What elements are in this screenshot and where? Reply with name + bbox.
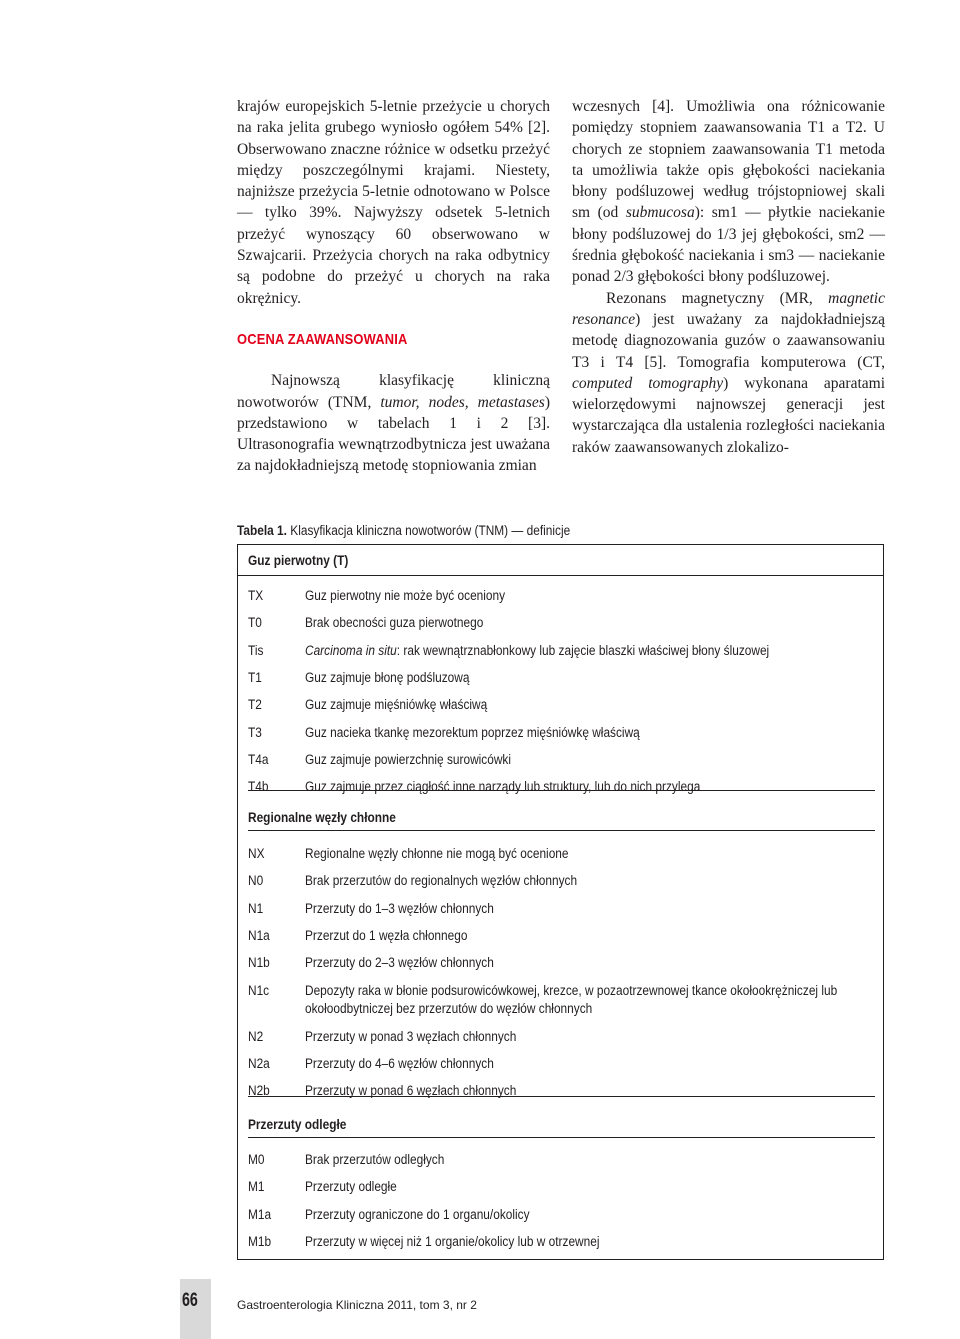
- section-divider: [248, 790, 875, 791]
- tnm-definition: Przerzuty do 4–6 węzłów chłonnych: [305, 1056, 494, 1072]
- table-section-title: Guz pierwotny (T): [248, 553, 349, 568]
- tnm-definition: Brak obecności guza pierwotnego: [305, 615, 484, 631]
- tnm-definition: Przerzuty w więcej niż 1 organie/okolicy lub w otrzewnej: [305, 1233, 600, 1249]
- tnm-code: T3: [248, 724, 262, 740]
- tnm-definition-emphasis: Carcinoma in situ: [305, 642, 397, 658]
- section-divider: [248, 1096, 875, 1097]
- paragraph: wczesnych [4]. Umożliwia ona różnicowanie pomiędzy stopniem zaawansowania T1 a T2. U chorych ze stopniem zaawansowania T1 metoda ta umożliwia także opis głębokości naciekania błony podśluzowej według trójstopniowej skali sm (od submucosa): sm1 — płytkie naciekanie błony podśluzowej do 1/3 jej głębokości, sm2 — średnia głębokość naciekania i sm3 — naciekanie ponad 2/3 głębokości błony podśluzowej.: [572, 98, 885, 286]
- tnm-code: N0: [248, 873, 264, 889]
- tnm-code: T4a: [248, 751, 269, 767]
- tnm-definition-text: : rak wewnątrznabłonkowy lub zajęcie blaszki właściwej błony śluzowej: [396, 642, 770, 658]
- tnm-code: T2: [248, 697, 262, 713]
- tnm-definition: Guz zajmuje błonę podśluzową: [305, 669, 470, 685]
- tnm-definition: Przerzuty do 1–3 węzłów chłonnych: [305, 900, 494, 916]
- tnm-code: M1: [248, 1179, 265, 1195]
- journal-footer: Gastroenterologia Kliniczna 2011, tom 3, nr 2: [237, 1298, 477, 1312]
- tnm-definition: Przerzuty odległe: [305, 1179, 397, 1195]
- paragraph: krajów europejskich 5-letnie przeżycie u chorych na raka jelita grubego wyniosło ogółem 54% [2]. Obserwowano znaczne różnice w odsetku przeżyć między poszczególnymi krajami. Niestety, najniższe przeżycia 5-letnie odnotowano w Polsce — tylko 39%. Najwyższy odsetek 5-letnich przeżyć wynoszący 60 obserwowano w Szwajcarii. Przeżycia chorych na raka odbytnicy są podobne do przeżyć u chorych na raka okrężnicy.: [237, 98, 550, 307]
- tnm-code: N2b: [248, 1083, 270, 1099]
- section-divider: [248, 830, 875, 831]
- table-section-header: [238, 545, 883, 578]
- tnm-code: N1b: [248, 955, 270, 971]
- tnm-definition: Przerzut do 1 węzła chłonnego: [305, 927, 468, 943]
- section-divider: [248, 1137, 875, 1138]
- tnm-definition: Regionalne węzły chłonne nie mogą być ocenione: [305, 846, 569, 861]
- paragraph: Rezonans magnetyczny (MR, magnetic resonance) jest uważany za najdokładniejszą metodę diagnozowania guzów o zaawansowaniu T3 i T4 [5]. Tomografia komputerowa (CT, computed tomography) wykonana aparatami wielorzędowymi najnowszej generacji jest wystarczająca dla ustalenia rozległości naciekania raków zaawansowanych zlokalizo-: [572, 289, 885, 456]
- tnm-definition: Przerzuty ograniczone do 1 organu/okolicy: [305, 1206, 530, 1222]
- tnm-code: T0: [248, 615, 262, 631]
- tnm-definition: Brak przerzutów odległych: [305, 1152, 445, 1167]
- tnm-code: M1a: [248, 1206, 272, 1222]
- paragraph: Najnowszą klasyfikację kliniczną nowotworów (TNM, tumor, nodes, metastases) przedstawiono w tabelach 1 i 2 [3]. Ultrasonografia wewnątrzodbytnicza jest uważana za najdokładniejszą metodę stopniowania zmian: [237, 372, 550, 475]
- right-text-column: [572, 96, 885, 458]
- tnm-code: M0: [248, 1152, 265, 1167]
- tnm-definition: Guz zajmuje mięśniówkę właściwą: [305, 697, 488, 713]
- tnm-code: N2a: [248, 1056, 270, 1072]
- table-section-title: Regionalne węzły chłonne: [248, 810, 396, 825]
- left-text-column: [237, 96, 550, 477]
- tnm-definition: Depozyty raka w błonie podsurowicówkowej, krezce, w pozaotrzewnowej tkance okołookrężniczej lub okołoodbytniczej bez przerzutów do węzłów chłonnych: [305, 982, 838, 1016]
- tnm-definition: Guz nacieka tkankę mezorektum poprzez mięśniówkę właściwą: [305, 724, 640, 740]
- tnm-code: NX: [248, 846, 265, 861]
- tnm-definition: Brak przerzutów do regionalnych węzłów chłonnych: [305, 873, 578, 889]
- tnm-code: N1a: [248, 927, 270, 943]
- tnm-definition: [305, 642, 851, 660]
- header-divider: [238, 575, 883, 576]
- tnm-definition: Guz pierwotny nie może być oceniony: [305, 588, 506, 603]
- tnm-code: TX: [248, 588, 264, 603]
- section-heading: OCENA ZAAWANSOWANIA: [237, 330, 408, 348]
- tnm-definition: Przerzuty w ponad 3 węzłach chłonnych: [305, 1028, 517, 1044]
- tnm-code: N1: [248, 900, 264, 916]
- tnm-definition: Przerzuty w ponad 6 węzłach chłonnych: [305, 1083, 517, 1099]
- page-number: 66: [182, 1290, 198, 1311]
- tnm-definition: Guz zajmuje przez ciągłość inne narządy lub struktury, lub do nich przylega: [305, 779, 701, 795]
- tnm-table: [237, 544, 884, 1260]
- table-caption: Tabela 1. Klasyfikacja kliniczna nowotworów (TNM) — definicje: [237, 523, 571, 538]
- tnm-definition: Guz zajmuje powierzchnię surowicówki: [305, 751, 512, 767]
- tnm-code: N2: [248, 1028, 264, 1044]
- tnm-code: M1b: [248, 1233, 272, 1249]
- tnm-code: N1c: [248, 982, 270, 998]
- tnm-code: Tis: [248, 642, 264, 658]
- tnm-code: T4b: [248, 779, 269, 795]
- table-section-title: Przerzuty odległe: [248, 1117, 347, 1132]
- tnm-definition: Przerzuty do 2–3 węzłów chłonnych: [305, 955, 494, 971]
- tnm-code: T1: [248, 669, 262, 685]
